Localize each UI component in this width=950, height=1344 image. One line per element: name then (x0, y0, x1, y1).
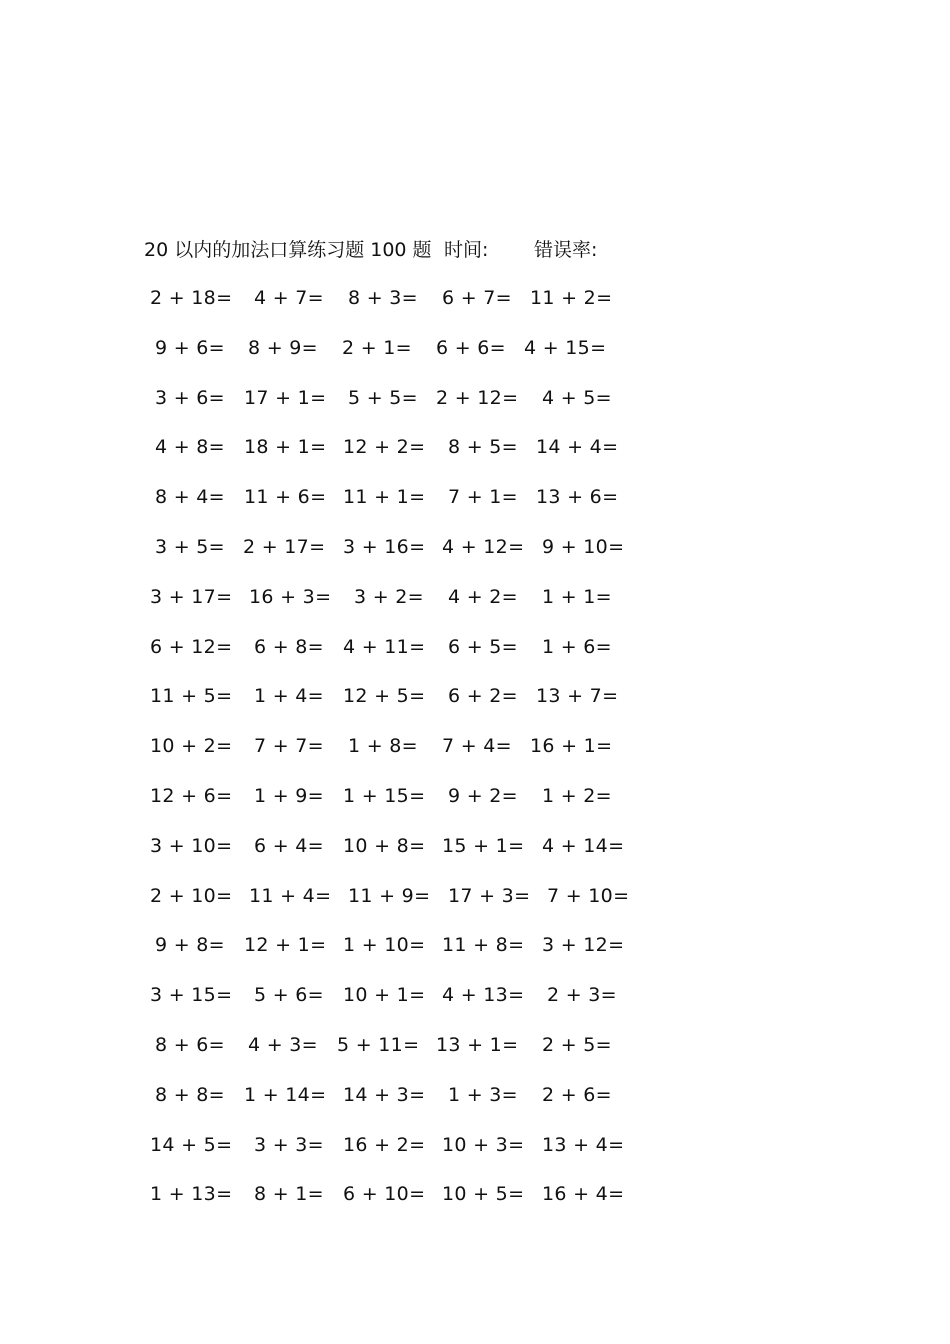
problem-cell: 16 + 3= (249, 585, 332, 608)
problem-cell: 3 + 5= (155, 535, 225, 558)
problem-cell: 3 + 15= (150, 984, 233, 1007)
problem-cell: 3 + 2= (354, 585, 424, 608)
problem-cell: 14 + 5= (150, 1133, 233, 1156)
problem-cell: 2 + 18= (150, 287, 233, 309)
problem-cell: 8 + 1= (254, 1183, 324, 1206)
problem-grid (140, 284, 640, 1230)
problem-cell: 13 + 4= (542, 1133, 625, 1156)
problem-cell: 10 + 5= (442, 1183, 525, 1206)
problem-cell: 3 + 3= (254, 1133, 324, 1156)
problem-cell: 6 + 5= (448, 635, 518, 658)
problem-cell: 6 + 8= (254, 635, 324, 658)
problem-row (140, 782, 640, 832)
problem-cell: 2 + 3= (547, 984, 617, 1007)
problem-cell: 10 + 3= (442, 1133, 525, 1156)
problem-cell: 1 + 8= (348, 735, 418, 758)
problem-cell: 13 + 7= (536, 685, 619, 708)
problem-cell: 8 + 3= (348, 287, 418, 309)
problem-cell: 11 + 8= (442, 934, 525, 957)
problem-row (140, 284, 640, 334)
problem-cell: 16 + 4= (542, 1183, 625, 1206)
problem-cell: 4 + 2= (448, 585, 518, 608)
problem-cell: 6 + 2= (448, 685, 518, 708)
problem-cell: 11 + 5= (150, 685, 233, 708)
problem-cell: 10 + 2= (150, 735, 233, 758)
problem-row (140, 1131, 640, 1181)
problem-cell: 18 + 1= (244, 436, 327, 459)
problem-cell: 2 + 12= (436, 386, 519, 409)
problem-cell: 5 + 11= (337, 1033, 420, 1056)
problem-cell: 3 + 10= (150, 834, 233, 857)
problem-cell: 3 + 17= (150, 585, 233, 608)
problem-cell: 6 + 10= (343, 1183, 426, 1206)
problem-cell: 3 + 16= (343, 535, 426, 558)
problem-cell: 11 + 1= (343, 486, 426, 509)
problem-cell: 2 + 10= (150, 884, 233, 907)
problem-cell: 8 + 6= (155, 1033, 225, 1056)
problem-row (140, 433, 640, 483)
problem-cell: 12 + 2= (343, 436, 426, 459)
problem-cell: 16 + 1= (530, 735, 613, 758)
problem-cell: 2 + 1= (342, 336, 412, 359)
problem-cell: 14 + 4= (536, 436, 619, 459)
problem-cell: 6 + 4= (254, 834, 324, 857)
problem-cell: 5 + 5= (348, 386, 418, 409)
problem-cell: 8 + 8= (155, 1083, 225, 1106)
problem-row (140, 682, 640, 732)
problem-cell: 4 + 15= (524, 336, 607, 359)
problem-cell: 11 + 9= (348, 884, 431, 907)
problem-cell: 10 + 1= (343, 984, 426, 1007)
problem-cell: 4 + 3= (248, 1033, 318, 1056)
problem-cell: 1 + 2= (542, 784, 612, 807)
problem-cell: 17 + 1= (244, 386, 327, 409)
problem-row (140, 483, 640, 533)
problem-cell: 13 + 1= (436, 1033, 519, 1056)
problem-cell: 8 + 5= (448, 436, 518, 459)
worksheet-title: 20 以内的加法口算练习题 100 题 (144, 239, 432, 261)
problem-cell: 7 + 7= (254, 735, 324, 758)
problem-cell: 13 + 6= (536, 486, 619, 509)
problem-cell: 12 + 1= (244, 934, 327, 957)
problem-row (140, 882, 640, 932)
problem-cell: 7 + 1= (448, 486, 518, 509)
problem-row (140, 832, 640, 882)
problem-cell: 6 + 6= (436, 336, 506, 359)
problem-cell: 1 + 1= (542, 585, 612, 608)
problem-cell: 7 + 10= (547, 884, 630, 907)
problem-cell: 8 + 4= (155, 486, 225, 509)
problem-cell: 1 + 6= (542, 635, 612, 658)
problem-cell: 1 + 9= (254, 784, 324, 807)
problem-cell: 6 + 12= (150, 635, 233, 658)
problem-cell: 4 + 14= (542, 834, 625, 857)
problem-cell: 1 + 13= (150, 1183, 233, 1206)
problem-cell: 4 + 7= (254, 287, 324, 309)
error-rate-label: 错误率: (534, 239, 598, 261)
problem-row (140, 1180, 640, 1230)
problem-cell: 4 + 5= (542, 386, 612, 409)
problem-row (140, 384, 640, 434)
problem-cell: 11 + 2= (530, 287, 613, 309)
problem-cell: 1 + 3= (448, 1083, 518, 1106)
problem-cell: 1 + 14= (244, 1083, 327, 1106)
time-label: 时间: (444, 239, 489, 261)
problem-row (140, 533, 640, 583)
problem-cell: 15 + 1= (442, 834, 525, 857)
problem-cell: 7 + 4= (442, 735, 512, 758)
problem-cell: 3 + 6= (155, 386, 225, 409)
problem-cell: 1 + 10= (343, 934, 426, 957)
problem-row (140, 931, 640, 981)
problem-cell: 3 + 12= (542, 934, 625, 957)
problem-cell: 12 + 6= (150, 784, 233, 807)
problem-cell: 17 + 3= (448, 884, 531, 907)
problem-cell: 5 + 6= (254, 984, 324, 1007)
problem-cell: 1 + 4= (254, 685, 324, 708)
problem-cell: 16 + 2= (343, 1133, 426, 1156)
problem-row (140, 1081, 640, 1131)
problem-cell: 2 + 5= (542, 1033, 612, 1056)
worksheet-header (144, 236, 744, 264)
problem-row (140, 583, 640, 633)
problem-row (140, 732, 640, 782)
problem-cell: 9 + 6= (155, 336, 225, 359)
problem-cell: 11 + 4= (249, 884, 332, 907)
problem-cell: 9 + 8= (155, 934, 225, 957)
problem-cell: 8 + 9= (248, 336, 318, 359)
problem-cell: 4 + 11= (343, 635, 426, 658)
problem-cell: 11 + 6= (244, 486, 327, 509)
problem-cell: 4 + 13= (442, 984, 525, 1007)
problem-row (140, 1031, 640, 1081)
problem-cell: 9 + 2= (448, 784, 518, 807)
problem-cell: 2 + 17= (243, 535, 326, 558)
problem-cell: 10 + 8= (343, 834, 426, 857)
problem-cell: 9 + 10= (542, 535, 625, 558)
problem-cell: 2 + 6= (542, 1083, 612, 1106)
problem-cell: 14 + 3= (343, 1083, 426, 1106)
problem-row (140, 633, 640, 683)
problem-cell: 6 + 7= (442, 287, 512, 309)
problem-cell: 4 + 8= (155, 436, 225, 459)
problem-cell: 12 + 5= (343, 685, 426, 708)
problem-cell: 1 + 15= (343, 784, 426, 807)
problem-row (140, 334, 640, 384)
problem-cell: 4 + 12= (442, 535, 525, 558)
problem-row (140, 981, 640, 1031)
